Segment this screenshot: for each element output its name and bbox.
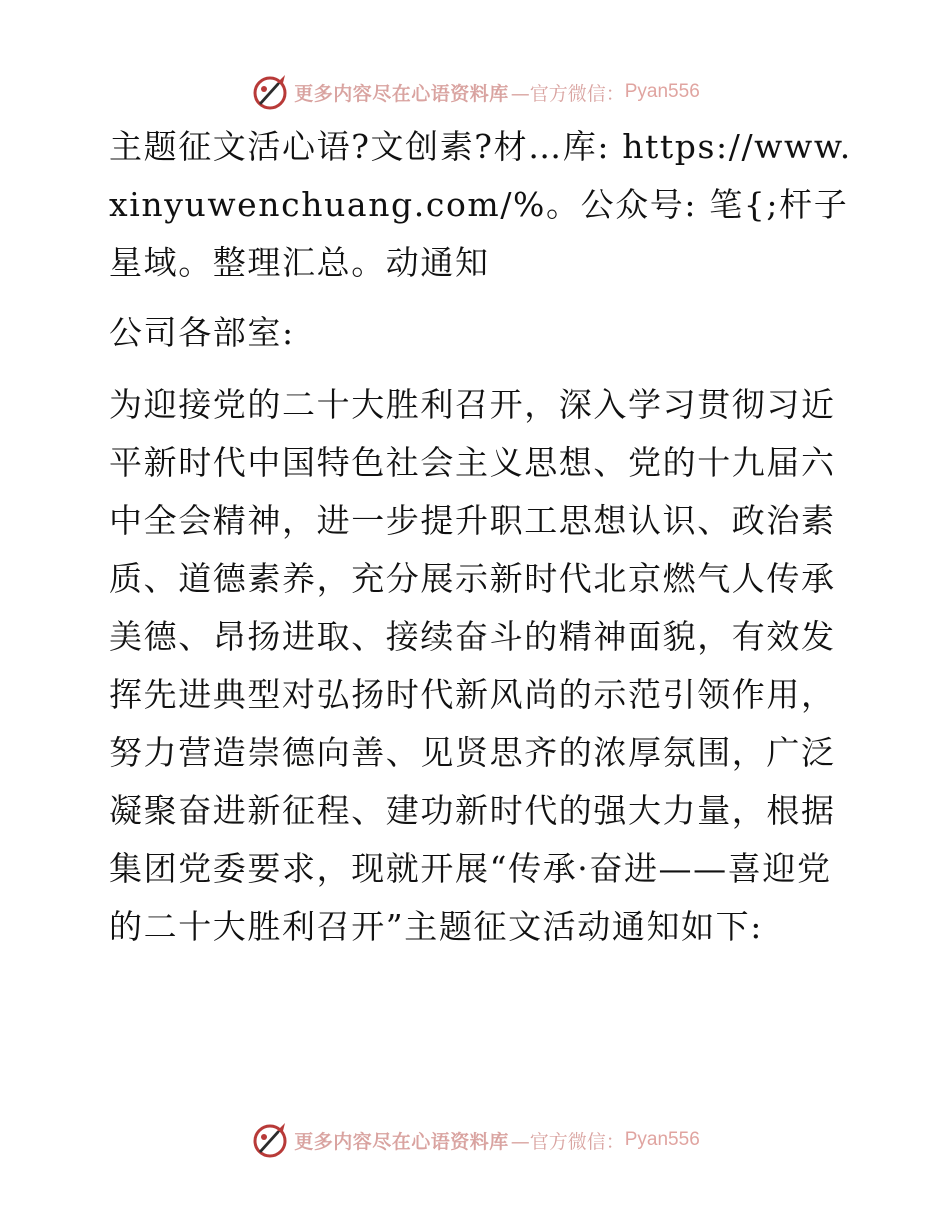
document-body	[97, 118, 857, 956]
watermark-wechat-id: Pyan556	[624, 81, 700, 102]
watermark-wechat-id: Pyan556	[624, 1129, 700, 1150]
watermark-text: 更多内容尽在心语资料库	[294, 82, 509, 105]
document-paragraph: 为迎接党的二十大胜利召开，深入学习贯彻习近平新时代中国特色社会主义思想、党的十九届六中全会精神，进一步提升职工思想认识、政治素质、道德素养，充分展示新时代北京燃气人传承美德、昂扬进取、接续奋斗的精神面貌，有效发挥先进典型对弘扬时代新风尚的示范引领作用，努力营造崇德向善、见贤思齐的浓厚氛围，广泛凝聚奋进新征程、建功新时代的强大力量，根据集团党委要求，现就开展“传承·奋进——喜迎党的二十大胜利召开”主题征文活动通知如下:	[109, 385, 836, 946]
quill-pen-logo-icon	[250, 1120, 290, 1160]
document-greeting: 公司各部室:	[109, 313, 295, 352]
watermark-separator: —官方微信：	[510, 1130, 625, 1153]
watermark-text: 更多内容尽在心语资料库	[294, 1130, 509, 1153]
footer-watermark	[0, 1118, 950, 1162]
header-watermark	[0, 70, 950, 114]
quill-pen-logo-icon	[250, 72, 290, 112]
watermark-separator: —官方微信：	[510, 82, 625, 105]
document-title: 主题征文活心语?文创素?材…库: https://www.xinyuwenchuang.com/%。公众号: 笔{;杆子星域。整理汇总。动通知	[109, 127, 852, 282]
